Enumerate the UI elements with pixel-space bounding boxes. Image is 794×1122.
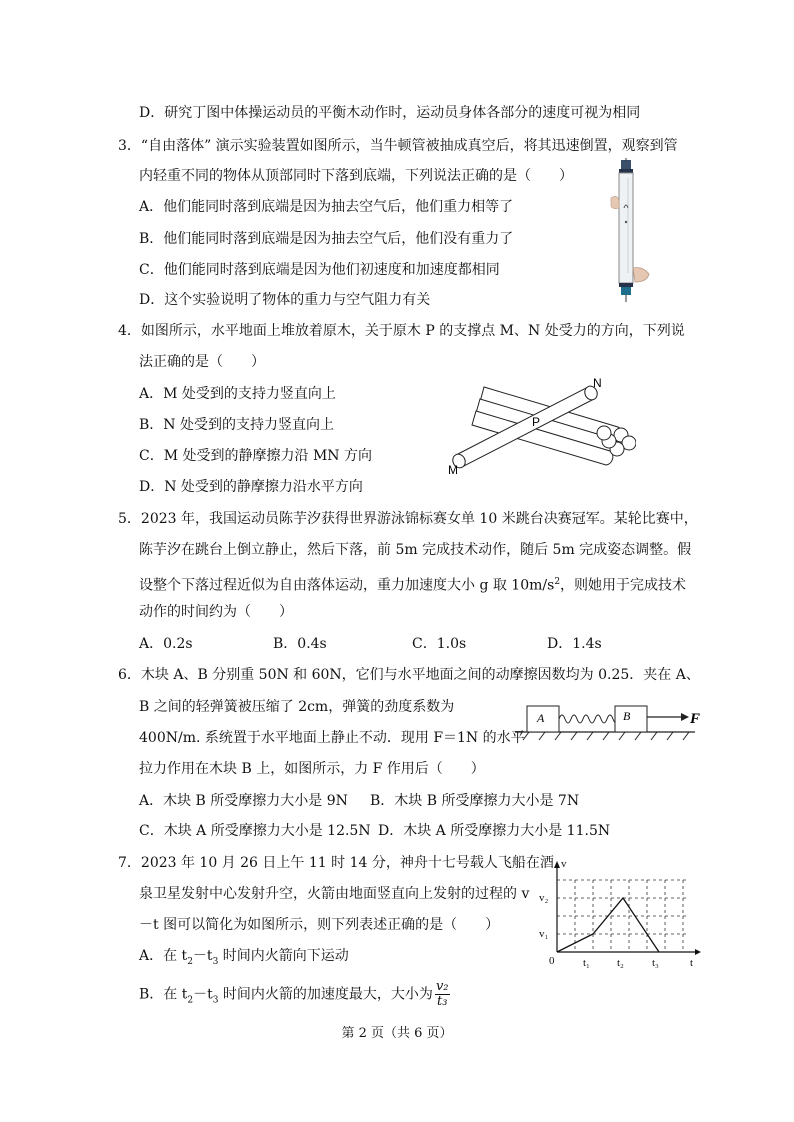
q3-stem-line1: 3．“自由落体” 演示实验装置如图所示，当牛顿管被抽成真空后，将其迅速倒置，观察到管 [118, 138, 678, 154]
axis-label-t: t [690, 957, 694, 969]
q5-option-b: B．0.4s [273, 636, 327, 652]
q5-option-c: C．1.0s [412, 636, 467, 652]
label-f: F [690, 711, 701, 727]
q3-option-d: D．这个实验说明了物体的重力与空气阻力有关 [139, 292, 431, 308]
label-a: A [537, 711, 545, 725]
label-p: P [532, 415, 541, 429]
newton-tube-figure [606, 158, 652, 304]
label-m: M [448, 463, 458, 475]
q3-option-b: B．他们能同时落到底端是因为抽去空气后，他们没有重力了 [139, 231, 514, 247]
q5-stem-line4: 动作的时间约为（ ） [139, 604, 293, 620]
q5-stem-line3: 设整个下落过程近似为自由落体运动，重力加速度大小 g 取 $10m/s^2$，则她用于完成技术 [139, 577, 687, 594]
q5-option-d: D．1.4s [547, 636, 602, 652]
tick-label-t3: t₃ [652, 957, 659, 969]
tick-label-v1: v₁ [539, 928, 549, 940]
velocity-curve [557, 898, 659, 952]
page-footer: 第 2 页（共 6 页） [341, 1026, 453, 1041]
tick-label-t1: t₁ [583, 957, 590, 969]
block-b [615, 706, 647, 732]
label-n: N [593, 376, 602, 390]
q6-stem-line3: 400N/m. 系统置于水平地面上静止不动．现用 F＝1N 的水平 [139, 730, 525, 746]
logs-figure [446, 375, 636, 475]
q4-option-d: D．N 处受到的静摩擦力沿水平方向 [139, 479, 363, 495]
q4-option-a: A．M 处受到的支持力竖直向上 [139, 386, 336, 402]
q6-stem-line2: B 之间的轻弹簧被压缩了 2cm，弹簧的劲度系数为 [139, 699, 455, 715]
q5-stem-line2: 陈芋汐在跳台上倒立静止，然后下落，前 5m 完成技术动作，随后 5m 完成姿态调整。假 [139, 542, 692, 558]
fraction-v2-over-t3: $\frac{\text{v₂}}{\text{t₃}}$ [435, 979, 449, 1009]
q4-option-c: C．M 处受到的静摩擦力沿 MN 方向 [139, 448, 372, 464]
q6-option-c: C．木块 A 所受摩擦力大小是 12.5N [139, 823, 371, 839]
q3-option-a: A．他们能同时落到底端是因为抽去空气后，他们重力相等了 [139, 199, 514, 215]
q5-option-a: A．0.2s [139, 636, 193, 652]
q3-stem-line2: 内轻重不同的物体从顶部同时下落到底端，下列说法正确的是（ ） [139, 168, 573, 184]
q6-option-a: A．木块 B 所受摩擦力大小是 9N [139, 793, 348, 809]
q7-option-a: A．在 $t_2-t_3$ 时间内火箭向下运动 [139, 948, 349, 967]
q4-stem-line1: 4．如图所示，水平地面上堆放着原木，关于原木 P 的支撑点 M、N 处受力的方向，下列说 [118, 323, 685, 339]
q6-stem-line1: 6．木块 A、B 分别重 50N 和 60N，它们与水平地面之间的动摩擦因数均为 0.25．夹在 A、 [118, 667, 700, 683]
label-b: B [623, 709, 631, 723]
q6-stem-line4: 拉力作用在木块 B 上，如图所示，力 F 作用后（ ） [139, 761, 485, 777]
axis-label-v: v [561, 858, 567, 870]
q7-stem-line1: 7．2023 年 10 月 26 日上午 11 时 14 分，神舟十七号载人飞船在酒 [118, 855, 554, 871]
q3-option-c: C．他们能同时落到底端是因为他们初速度和加速度都相同 [139, 262, 500, 278]
tick-label-t2: t₂ [617, 957, 624, 969]
q6-option-d: D．木块 A 所受摩擦力大小是 11.5N [378, 823, 611, 839]
q5-stem-line1: 5．2023 年，我国运动员陈芋汐获得世界游泳锦标赛女单 10 米跳台决赛冠军。某轮比赛中， [118, 511, 698, 527]
q7-stem-line2: 泉卫星发射中心发射升空，火箭由地面竖直向上发射的过程的 v [139, 886, 530, 902]
blocks-spring-figure [515, 700, 705, 746]
v-t-graph [537, 856, 701, 972]
origin-label: 0 [549, 955, 555, 967]
q6-option-b: B．木块 B 所受摩擦力大小是 7N [370, 793, 580, 809]
q7-option-b: B．在 $t_2-t_3$ 时间内火箭的加速度最大，大小为 $\frac{\text{v₂}}{\text{t₃}}$ [139, 979, 449, 1009]
q2-option-d: D．研究丁图中体操运动员的平衡木动作时，运动员身体各部分的速度可视为相同 [139, 105, 641, 121]
q4-stem-line2: 法正确的是（ ） [139, 354, 265, 370]
q7-stem-line3: －t 图可以简化为如图所示，则下列表述正确的是（ ） [139, 917, 500, 933]
q4-option-b: B．N 处受到的支持力竖直向上 [139, 417, 334, 433]
tick-label-v2: v₂ [539, 892, 549, 904]
